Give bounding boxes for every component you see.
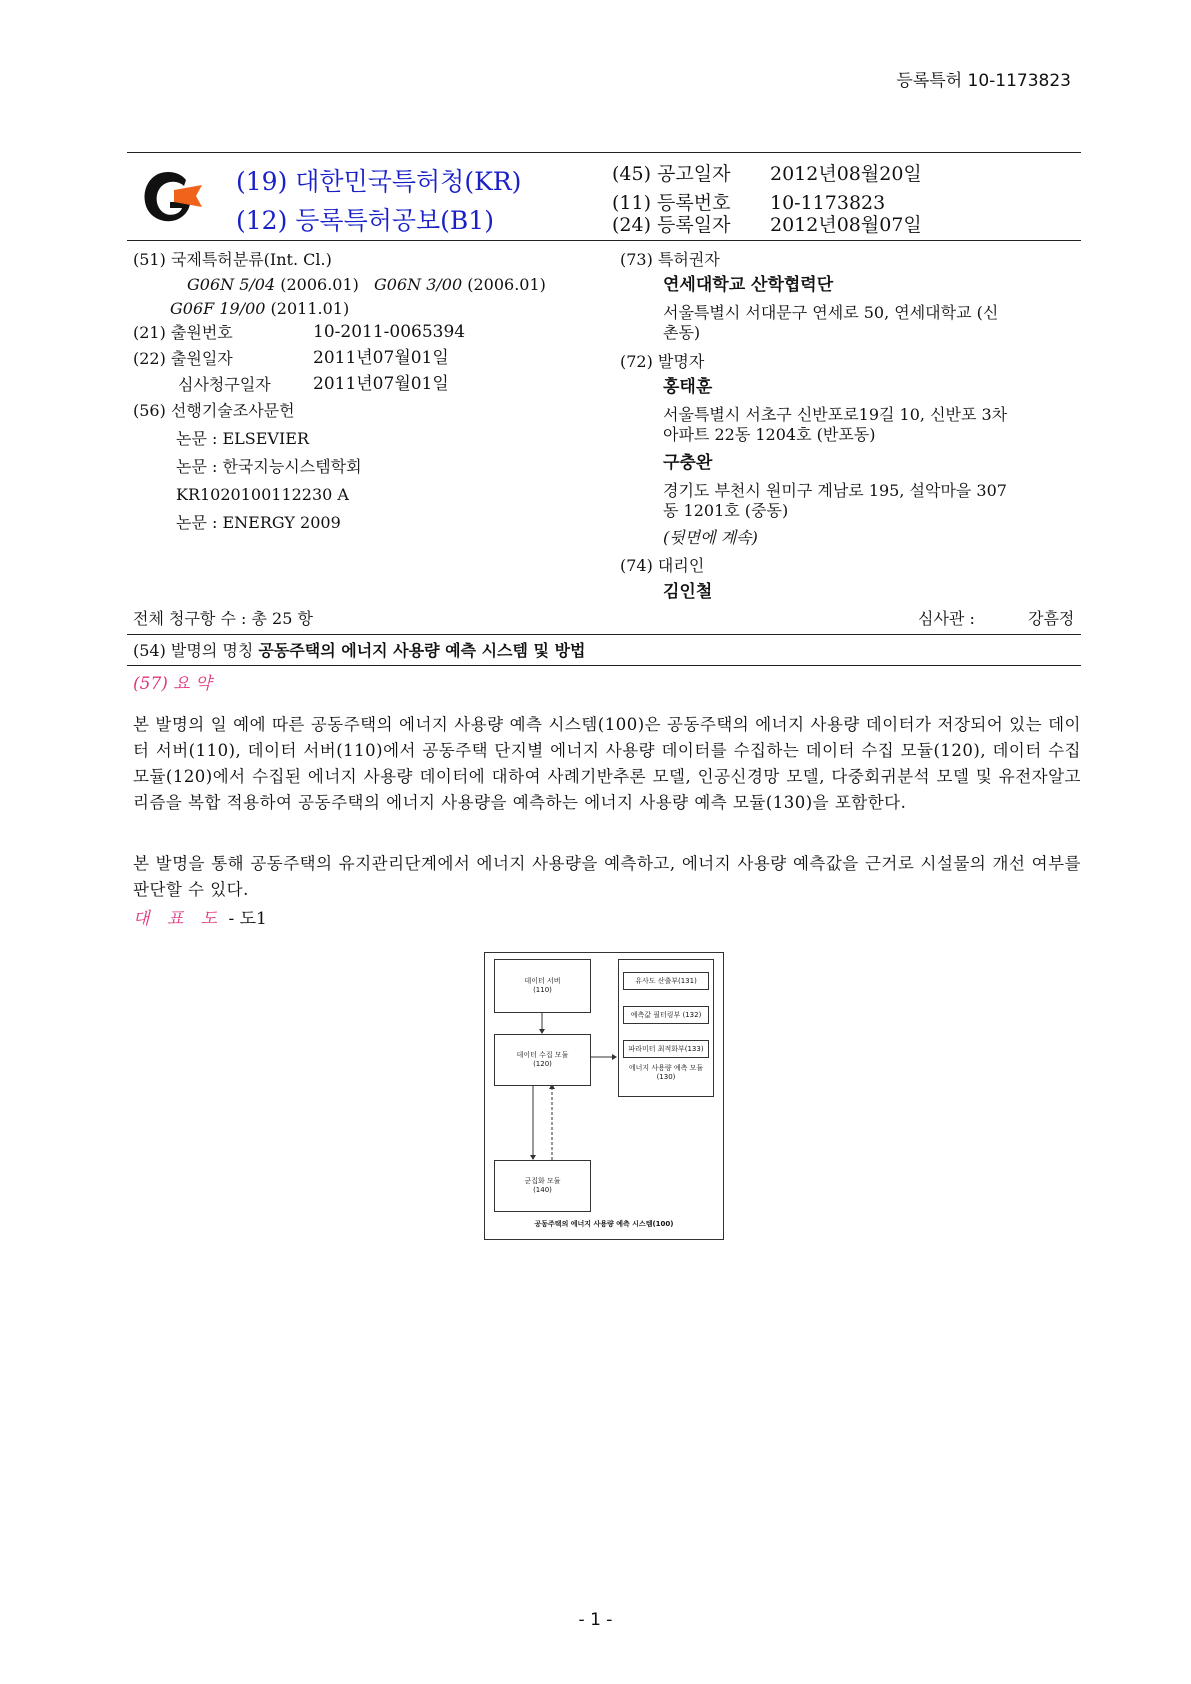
rep-value: - 도1 [228, 909, 267, 929]
label-51: (51) 국제특허분류(Int. Cl.) [133, 250, 332, 269]
inventor-1-address-2: 아파트 22동 1204호 (반포동) [663, 425, 876, 444]
prediction-module-number: (130) [656, 1073, 676, 1081]
invention-title: 공동주택의 에너지 사용량 예측 시스템 및 방법 [258, 641, 586, 660]
inventor-2-address-1: 경기도 부천시 원미구 계남로 195, 설악마을 307 [663, 481, 1007, 500]
holder-address-2: 촌동) [663, 323, 701, 342]
label-73: (73) 특허권자 [620, 250, 720, 269]
ipc3-date: (2011.01) [270, 299, 350, 318]
prediction-module-box [618, 959, 714, 1097]
office-line-19: (19) 대한민국특허청(KR) [236, 167, 522, 196]
kipo-logo-icon [140, 168, 202, 224]
reference-4: 논문 : ENERGY 2009 [176, 513, 341, 532]
title-label: (54) 발명의 명칭 [133, 641, 254, 660]
ipc1-code: G06N 5/04 [187, 275, 276, 294]
clustering-number: (140) [533, 1186, 552, 1194]
continued-note: (뒷면에 계속) [663, 528, 758, 547]
inventor-2: 구충완 [663, 453, 713, 473]
top-rule [127, 152, 1081, 153]
data-collection-box [494, 1034, 591, 1086]
ipc1-date: (2006.01) [280, 275, 359, 294]
value-11: 10-1173823 [770, 192, 886, 214]
value-22: 2011년07월01일 [313, 348, 449, 368]
prediction-module-label [619, 1064, 713, 1082]
title-bottom-rule [127, 665, 1081, 666]
ipc-line-2 [170, 298, 349, 320]
office-line-12: (12) 등록특허공보(B1) [236, 206, 494, 235]
rep-label: 대 표 도 [133, 909, 224, 929]
inventor-2-address-2: 동 1201호 (중동) [663, 501, 789, 520]
label-56: (56) 선행기술조사문헌 [133, 401, 295, 420]
representative-drawing [133, 908, 267, 930]
label-21: (21) 출원번호 [133, 323, 233, 342]
module-131: 유사도 산출부(131) [623, 972, 709, 990]
title-top-rule [127, 634, 1081, 635]
examiner-name: 강흠정 [1028, 609, 1075, 628]
value-exam: 2011년07월01일 [313, 374, 449, 394]
patent-holder: 연세대학교 산학협력단 [663, 275, 834, 295]
prediction-module-name: 에너지 사용량 예측 모듈 [628, 1064, 704, 1072]
title-line [133, 640, 585, 662]
clustering-box [494, 1160, 591, 1212]
data-collection-number: (120) [533, 1060, 552, 1068]
label-74: (74) 대리인 [620, 556, 705, 575]
claims-count: 전체 청구항 수 : 총 25 항 [133, 609, 313, 628]
value-21: 10-2011-0065394 [313, 322, 466, 342]
abstract-paragraph-1: 본 발명의 일 예에 따른 공동주택의 에너지 사용량 예측 시스템(100)은 공동주택의 에너지 사용량 데이터가 저장되어 있는 데이터 서버(110), 데이터 서버(110)에서 공동주택 단지별 에너지 사용량 데이터를 수집하는 데이터 수집 모듈(120), 데이터 수집 모듈(120)에서 수집된 에너지 사용량 데이터에 대하여 사례기반추론 모델, 인공신경망 모델, 다중회귀분석 모델 및 유전자알고리즘을 복합 적용하여 공동주택의 에너지 사용량을 예측하는 에너지 사용량 예측 모듈(130)을 포함한다. [133, 715, 1081, 812]
label-72: (72) 발명자 [620, 352, 705, 371]
label-11: (11) 등록번호 [612, 192, 731, 214]
data-server-number: (110) [533, 986, 552, 994]
examiner-label: 심사관 : [918, 609, 975, 628]
ipc2-code: G06N 3/00 [374, 275, 463, 294]
ipc2-date: (2006.01) [467, 275, 546, 294]
data-collection-label: 데이터 수집 모듈 [516, 1051, 569, 1059]
clustering-label: 군집화 모듈 [524, 1177, 561, 1185]
reference-1: 논문 : ELSEVIER [176, 429, 310, 448]
agent: 김인철 [663, 582, 713, 602]
data-server-box [494, 959, 591, 1013]
abstract-paragraph-2: 본 발명을 통해 공동주택의 유지관리단계에서 에너지 사용량을 예측하고, 에너지 사용량 예측값을 근거로 시설물의 개선 여부를 판단할 수 있다. [133, 854, 1081, 899]
inventor-1: 홍태훈 [663, 377, 713, 397]
inventor-1-address-1: 서울특별시 서초구 신반포로19길 10, 신반포 3차 [663, 405, 1008, 424]
label-exam: 심사청구일자 [178, 375, 271, 394]
data-server-label: 데이터 서버 [524, 977, 561, 985]
abstract-heading: (57) 요 약 [133, 674, 212, 694]
figure-caption: 공동주택의 에너지 사용량 예측 시스템(100) [534, 1220, 674, 1228]
value-45: 2012년08월20일 [770, 163, 922, 185]
label-22: (22) 출원일자 [133, 349, 233, 368]
page-number: - 1 - [578, 1610, 613, 1630]
value-24: 2012년08월07일 [770, 214, 922, 236]
patent-number-header: 등록특허 10-1173823 [896, 71, 1071, 91]
representative-figure [484, 952, 724, 1240]
label-45: (45) 공고일자 [612, 163, 731, 185]
ipc3-code: G06F 19/00 [170, 299, 266, 318]
module-132: 예측값 필터링부 (132) [623, 1006, 709, 1024]
label-24: (24) 등록일자 [612, 214, 731, 236]
header-bottom-rule [127, 240, 1081, 241]
reference-2: 논문 : 한국지능시스템학회 [176, 457, 362, 476]
reference-3: KR1020100112230 A [176, 485, 349, 504]
holder-address-1: 서울특별시 서대문구 연세로 50, 연세대학교 (신 [663, 303, 999, 322]
module-133: 파라미터 최적화부(133) [623, 1040, 709, 1058]
ipc-line-1 [187, 274, 546, 296]
